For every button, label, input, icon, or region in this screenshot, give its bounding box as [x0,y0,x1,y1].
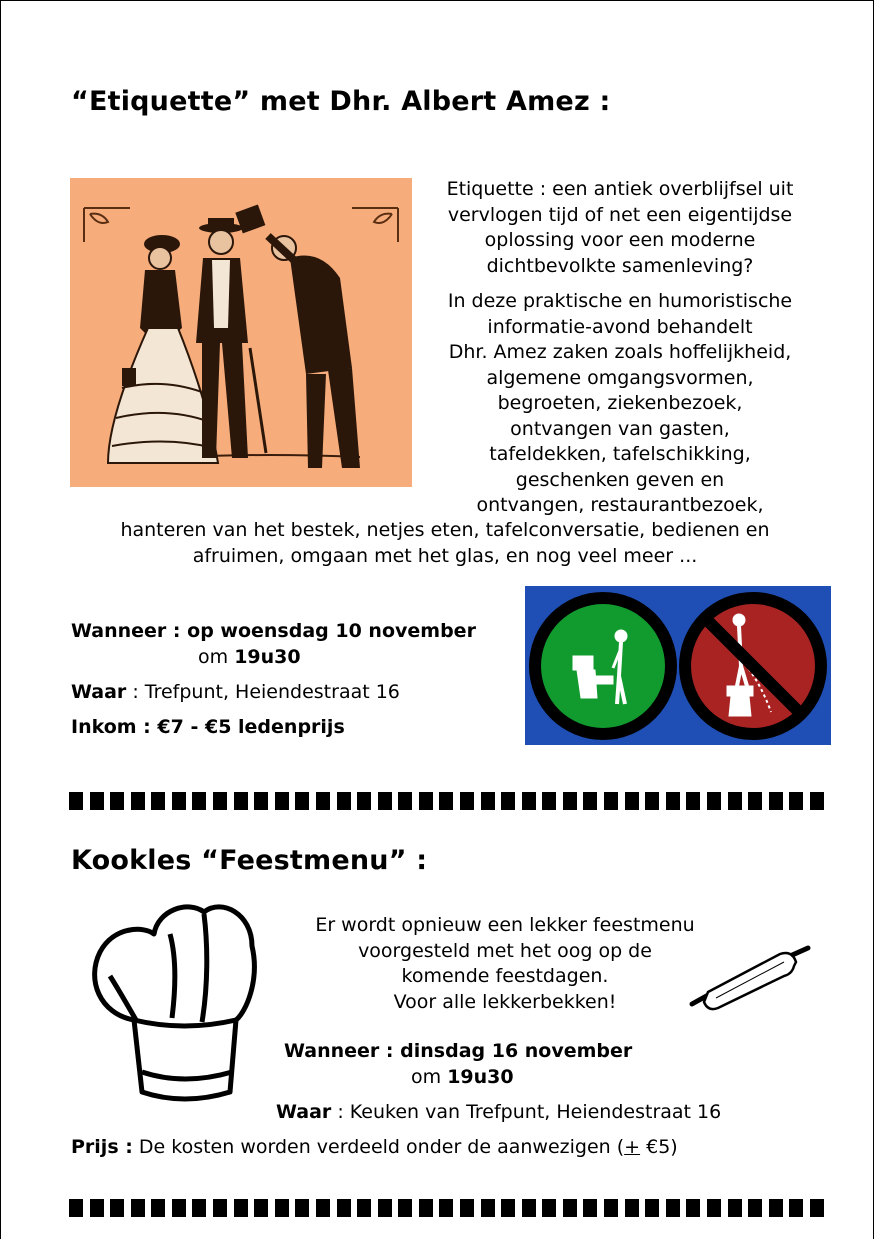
description-line: oplossing voor een moderne [484,229,756,251]
description-line: Voor alle lekkerbekken! [393,990,617,1013]
body-line: afruimen, omgaan met het glas, en nog veel meer ... [192,544,698,567]
time-value: 19u30 [447,1066,514,1088]
when-label: Wanneer : [71,620,181,642]
price-value-before: De kosten worden verdeeld onder de aanwezigen ( [138,1136,625,1158]
etiquette-body-wide [40,518,850,569]
price-label: Prijs : [71,1136,133,1158]
body-line: In deze praktische en humoristische [447,290,793,312]
description-line: vervlogen tijd of net een eigentijdse [447,203,793,226]
etiquette-when [71,619,476,644]
when-value: dinsdag 16 november [400,1040,633,1062]
etiquette-description [420,177,820,279]
rolling-pin-icon [688,942,812,1014]
time-prefix: om [198,646,229,668]
body-line: geschenken geven en [515,468,725,491]
body-line: ontvangen van gasten, [510,417,730,440]
etiquette-title: “Etiquette” met Dhr. Albert Amez : [71,86,611,117]
kookles-time [411,1065,514,1090]
victorian-etiquette-illustration [70,178,412,487]
where-label: Waar [71,681,127,703]
etiquette-body [420,289,820,519]
section-divider [69,792,824,810]
description-line: voorgesteld met het oog op de [358,939,652,962]
kookles-price [71,1135,678,1160]
when-label: Wanneer : [284,1040,394,1062]
etiquette-entry [71,715,345,740]
body-line: Dhr. Amez zaken zoals hoffelijkheid, [448,341,792,363]
body-line: hanteren van het bestek, netjes eten, tafelconversatie, bedienen en [120,519,770,541]
entry-value: €7 - €5 ledenprijs [157,716,345,738]
description-line: Er wordt opnieuw een lekker feestmenu [315,914,695,936]
section-divider [69,1199,824,1217]
time-value: 19u30 [234,646,301,668]
plus-minus-symbol: + [624,1136,641,1158]
when-value: op woensdag 10 november [187,620,476,642]
kookles-where [276,1100,721,1125]
chef-hat-icon [80,896,262,1114]
where-value: : Keuken van Trefpunt, Heiendestraat 16 [337,1101,722,1123]
description-line: dichtbevolkte samenleving? [486,254,754,277]
etiquette-where [71,680,400,705]
entry-label: Inkom : [71,716,151,738]
kookles-title: Kookles “Feestmenu” : [71,845,428,876]
body-line: tafeldekken, tafelschikking, [489,443,751,465]
kookles-description [290,913,720,1015]
etiquette-time [198,645,301,670]
description-line: komende feestdagen. [401,965,609,987]
body-line: informatie-avond behandelt [487,315,753,338]
kookles-when [284,1039,632,1064]
body-line: ontvangen, restaurantbezoek, [476,494,764,516]
body-line: begroeten, ziekenbezoek, [497,392,743,414]
time-prefix: om [411,1066,442,1088]
description-line: Etiquette : een antiek overblijfsel uit [446,178,794,200]
toilet-etiquette-sign [525,586,831,745]
price-value-after: €5) [640,1136,678,1158]
where-value: : Trefpunt, Heiendestraat 16 [132,681,400,703]
body-line: algemene omgangsvormen, [486,366,754,389]
where-label: Waar [276,1101,332,1123]
